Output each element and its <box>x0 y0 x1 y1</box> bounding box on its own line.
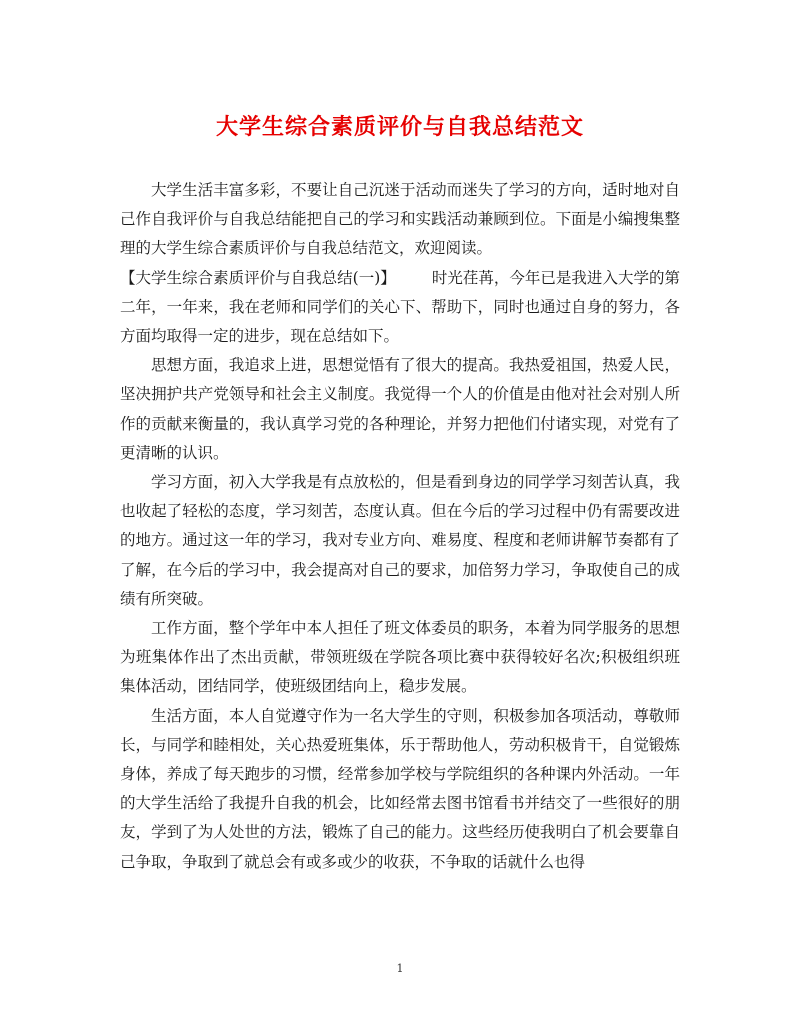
intro-paragraph: 大学生活丰富多彩，不要让自己沉迷于活动而迷失了学习的方向，适时地对自己作自我评价与自我总结能把自己的学习和实践活动兼顾到位。下面是小编搜集整理的大学生综合素质评价与自我总结范文，欢迎阅读。 <box>120 181 680 258</box>
paragraph-thought: 思想方面，我追求上进，思想觉悟有了很大的提高。我热爱祖国，热爱人民，坚决拥护共产党领导和社会主义制度。我觉得一个人的价值是由他对社会对别人所作的贡献来衡量的，我认真学习党的各种理论，并努力把他们付诸实现，对党有了更清晰的认识。 <box>120 356 680 462</box>
document-body <box>120 176 680 877</box>
page-number: 1 <box>396 962 404 975</box>
section-heading: 【大学生综合素质评价与自我总结(一)】 <box>120 268 396 287</box>
paragraph-study: 学习方面，初入大学我是有点放松的，但是看到身边的同学学习刻苦认真，我也收起了轻松的态度，学习刻苦，态度认真。但在今后的学习过程中仍有需要改进的地方。通过这一年的学习，我对专业方向、难易度、程度和老师讲解节奏都有了了解，在今后的学习中，我会提高对自己的要求，加倍努力学习，争取使自己的成绩有所突破。 <box>120 473 680 608</box>
paragraph-life: 生活方面，本人自觉遵守作为一名大学生的守则，积极参加各项活动，尊敬师长，与同学和睦相处，关心热爱班集体，乐于帮助他人，劳动积极肯干，自觉锻炼身体，养成了每天跑步的习惯，经常参加学校与学院组织的各种课内外活动。一年的大学生活给了我提升自我的机会，比如经常去图书馆看书并结交了一些很好的朋友，学到了为人处世的方法，锻炼了自己的能力。这些经历使我明白了机会要靠自己争取，争取到了就总会有或多或少的收获，不争取的话就什么也得 <box>120 706 680 871</box>
paragraph-work: 工作方面，整个学年中本人担任了班文体委员的职务，本着为同学服务的思想为班集体作出了杰出贡献，带领班级在学院各项比赛中获得较好名次;积极组织班集体活动，团结同学，使班级团结向上，稳步发展。 <box>120 619 680 696</box>
section-opening: 时光荏苒，今年已是我进入大学的第二年，一年来，我在老师和同学们的关心下、帮助下，同时也通过自身的努力，各方面均取得一定的进步，现在总结如下。 <box>120 268 680 346</box>
section-block <box>120 264 680 352</box>
document-title: 大学生综合素质评价与自我总结范文 <box>215 114 584 140</box>
